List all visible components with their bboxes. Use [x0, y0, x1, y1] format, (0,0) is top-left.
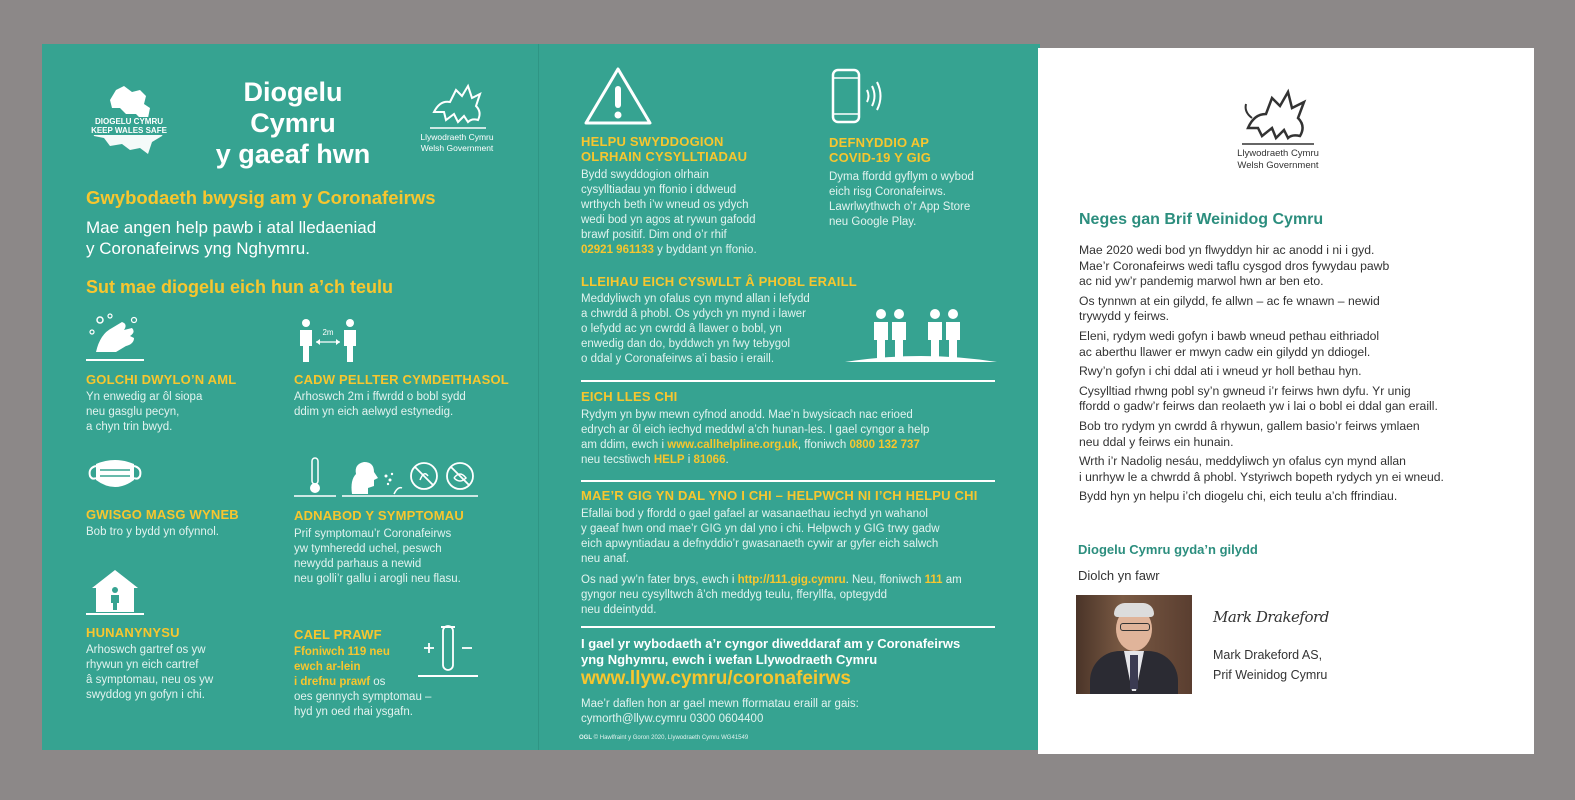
tracing-text — [581, 168, 757, 258]
app-title — [829, 135, 931, 165]
nhs-111-link[interactable]: http://111.gig.cymru — [737, 574, 846, 586]
leaflet-letter-panel — [1038, 48, 1534, 754]
text-line: Mae 2020 wedi bod yn flwyddyn hir ac anodd i ni i gyd. — [1079, 243, 1375, 257]
letter-heading: Neges gan Brif Weinidog Cymru — [1079, 211, 1324, 228]
tip-line: neu golli’r gallu i arogli neu flasu. — [294, 573, 461, 585]
contact-details: cymorth@llyw.cymru 0300 0604400 — [581, 713, 764, 725]
text-line: . Neu, ffoniwch — [845, 574, 925, 586]
intro-line: Mae angen help pawb i atal lledaeniad — [86, 218, 377, 237]
signoff-title: Prif Weinidog Cymru — [1213, 668, 1328, 682]
text-line: I gael yr wybodaeth a’r cyngor diweddaraf am y Coronafeirws — [581, 636, 961, 651]
tip-line: Arhoswch gartref os yw — [86, 644, 206, 656]
text-line: wedi bod yn agos at rywun gafodd — [581, 214, 756, 226]
intro-text — [86, 217, 376, 259]
text-line: o ddal y Coronafeirws a’i basio i eraill. — [581, 353, 775, 365]
text-line: neu tecstiwch — [581, 454, 654, 466]
sms-code: HELP — [653, 454, 685, 466]
tip-line: Bob tro y bydd yn ofynnol. — [86, 526, 219, 538]
text-line: Os nad yw’n fater brys, ewch i — [581, 574, 738, 586]
tip-line: swyddog yn gofyn i chi. — [86, 689, 205, 701]
tip-title: CADW PELLTER CYMDEITHASOL — [294, 372, 509, 387]
section-title-line: COVID-19 Y GIG — [829, 150, 932, 165]
app-text — [829, 170, 974, 230]
intro-line: y Coronafeirws yng Nghymru. — [86, 239, 310, 258]
gov-logo-line: Welsh Government — [1237, 160, 1319, 171]
nhs-text — [581, 507, 962, 618]
text-line: ac aberthu llawer er mwyn cadw ein gilydd yn ddiogel. — [1079, 344, 1371, 359]
text-line: Cysylltiad rhwng pobl sy’n gwneud i’r feirws hwn dyfu. Yr unig — [1079, 383, 1411, 398]
text-line: neu anaf. — [581, 553, 629, 565]
text-line: . — [725, 454, 729, 466]
text-line: a chwrdd â phobl. Os ydych yn mynd i lawer — [581, 308, 806, 320]
copyright-text: © Hawlfraint y Goron 2020, Llywodraeth Cymru WG41549 — [593, 735, 749, 741]
text-line: y byddant yn ffonio. — [653, 244, 757, 256]
portrait-photo — [1076, 595, 1192, 694]
phone-icon — [829, 68, 889, 126]
tip-line: â symptomau, neu os yw — [86, 674, 214, 686]
letter-paragraph — [1079, 329, 1444, 360]
keep-wales-safe-logo — [86, 84, 174, 156]
tip-line: a chyn trin bwyd. — [86, 421, 173, 433]
hand-washing-icon — [86, 312, 144, 362]
section-title-line: OLRHAIN CYSYLLTIADAU — [581, 149, 748, 164]
letter-paragraph — [1079, 294, 1444, 325]
text-line: eich apwyntiadau a defnyddio’r gwasanaeth cywir ar gyfer eich salwch — [581, 538, 939, 550]
tip-line-highlight: i drefnu prawf — [294, 676, 371, 688]
tip-title: HUNANYNYSU — [86, 625, 180, 640]
signoff — [1213, 645, 1327, 685]
tip-line: ddim yn eich aelwyd estynedig. — [294, 406, 454, 418]
text-line: Bydd hyn yn helpu i’ch diogelu chi, eich teulu a’ch ffrindiau. — [1079, 489, 1398, 504]
helpline-phone[interactable]: 0800 132 737 — [849, 439, 920, 451]
face-mask-icon — [86, 454, 144, 496]
text-line: wrthych beth i’w wneud os ydych — [581, 199, 749, 211]
text-line: y gaeaf hwn ond mae’r GIG yn dal yno i chi. Helpwch y GIG trwy gadw — [581, 523, 940, 535]
gov-logo-line: Llywodraeth Cymru — [1237, 148, 1319, 159]
tip-text — [86, 390, 202, 435]
text-line: Os tynnwn at ein gilydd, fe allwn – ac fe wnawn – newid — [1079, 293, 1380, 308]
contact-title: LLEIHAU EICH CYSWLLT Â PHOBL ERAILL — [581, 274, 857, 289]
text-line: eich risg Coronafeirws. — [829, 186, 946, 198]
letter-paragraph — [1079, 454, 1444, 485]
tip-title: ADNABOD Y SYMPTOMAU — [294, 508, 464, 523]
section-title-line: DEFNYDDIO AP — [829, 135, 930, 150]
text-line: neu Google Play. — [829, 216, 917, 228]
text-line: Wrth i’r Nadolig nesáu, meddyliwch yn ofalus cyn mynd allan — [1079, 454, 1406, 469]
divider — [581, 380, 995, 382]
copyright-footer — [579, 735, 748, 741]
text-line: cysylltiadau yn ffonio i ddweud — [581, 184, 737, 196]
tracing-title — [581, 134, 747, 164]
social-distancing-icon — [298, 318, 358, 364]
title-line: y gaeaf hwn — [215, 139, 371, 169]
text-line: ffordd o gadw’r feirws dan reolaeth yw i lai o bobl ei ddal gan eraill. — [1079, 399, 1438, 414]
tracing-phone[interactable]: 02921 961133 — [581, 244, 654, 256]
tip-line: rhywun yn eich cartref — [86, 659, 199, 671]
letter-paragraph — [1079, 489, 1444, 505]
text-line: i — [684, 454, 694, 466]
main-heading: Gwybodaeth bwysig am y Coronafeirws — [86, 187, 436, 208]
divider — [581, 626, 995, 628]
text-line: Rydym yn byw mewn cyfnod anodd. Mae’n bwysicach nac erioed — [581, 409, 913, 421]
tip-line-highlight: ewch ar-lein — [294, 661, 361, 673]
tip-text — [294, 527, 461, 587]
text-line: yng Nghymru, ewch i wefan Llywodraeth Cymru — [581, 652, 878, 667]
wellbeing-title: EICH LLES CHI — [581, 389, 678, 404]
contact-text — [581, 292, 810, 367]
text-line: i unrhyw le a chwrdd â phobl. Ystyriwch bopeth rydych yn ei wneud. — [1079, 469, 1444, 484]
tip-title: CAEL PRAWF — [294, 627, 382, 642]
test-tube-icon — [418, 624, 478, 678]
welsh-government-logo — [1228, 88, 1328, 172]
title-line: Diogelu — [243, 77, 343, 107]
formats-text — [581, 697, 859, 727]
house-icon — [86, 566, 144, 616]
symptoms-icon — [294, 456, 478, 498]
wellbeing-text — [581, 408, 929, 468]
tip-line: newydd parhaus a newid — [294, 558, 422, 570]
tip-line: Arhoswch 2m i ffwrdd o bobl sydd — [294, 391, 466, 403]
tip-line: Yn enwedig ar ôl siopa — [86, 391, 203, 403]
leaflet-info-panel — [538, 44, 1040, 750]
nhs-111-number[interactable]: 111 — [924, 574, 943, 586]
leaflet-front-panel — [42, 44, 538, 750]
text-line: gyngor neu cysylltwch â’ch meddyg teulu, fferyllfa, optegydd — [581, 589, 887, 601]
closing-heading: Diogelu Cymru gyda’n gilydd — [1078, 542, 1258, 557]
tip-text — [294, 390, 466, 420]
text-line: Lawrlwythwch o’r App Store — [829, 201, 971, 213]
ogl-logo: OGL — [579, 735, 592, 741]
text-line: Eleni, rydym wedi gofyn i bawb wneud pethau eithriadol — [1079, 328, 1380, 343]
tip-line: Prif symptomau’r Coronafeirws — [294, 528, 452, 540]
tip-title: GWISGO MASG WYNEB — [86, 507, 239, 522]
page-title — [198, 77, 388, 170]
gov-logo-line: Welsh Government — [420, 143, 494, 153]
text-line: am ddim, ewch i — [581, 439, 668, 451]
signoff-name: Mark Drakeford AS, — [1213, 648, 1323, 662]
tip-text — [86, 525, 219, 540]
latest-info — [581, 636, 960, 668]
tip-title: GOLCHI DWYLO’N AML — [86, 372, 237, 387]
text-line: Bydd swyddogion olrhain — [581, 169, 709, 181]
tip-line: neu gasglu pecyn, — [86, 406, 180, 418]
tip-line: hyd yn oed rhai ysgafn. — [294, 706, 413, 718]
sms-number[interactable]: 81066 — [693, 454, 726, 466]
letter-paragraph — [1079, 243, 1444, 290]
tip-text — [294, 645, 431, 720]
text-line: edrych ar ôl eich iechyd meddwl a’ch hunan-les. I gael cyngor a help — [581, 424, 930, 436]
gov-website-link[interactable]: www.llyw.cymru/coronafeirws — [581, 668, 851, 689]
title-line: Cymru — [250, 108, 336, 138]
text-line: Rwy’n gofyn i chi ddal ati i wneud yr holl bethau hyn. — [1079, 364, 1362, 379]
helpline-link[interactable]: www.callhelpline.org.uk — [667, 439, 798, 451]
divider — [581, 480, 995, 482]
tip-line: os — [370, 676, 386, 688]
text-line: Bob tro rydym yn cwrdd â rhywun, gallem basio’r feirws ymlaen — [1079, 418, 1420, 433]
section-title-line: HELPU SWYDDOGION — [581, 134, 724, 149]
sub-heading: Sut mae diogelu eich hun a’ch teulu — [86, 277, 394, 297]
letter-paragraph — [1079, 384, 1444, 415]
text-line: Dyma ffordd gyflym o wybod — [829, 171, 974, 183]
letter-paragraph — [1079, 419, 1444, 450]
text-line: Efallai bod y ffordd o gael gafael ar wasanaethau iechyd yn wahanol — [581, 508, 928, 520]
letter-body — [1079, 243, 1444, 505]
tip-line: oes gennych symptomau – — [294, 691, 432, 703]
welsh-government-logo — [414, 82, 500, 154]
text-line: enwedig dan do, byddwch yn fwy tebygol — [581, 338, 791, 350]
text-line: ac nid yw’r pandemig marwol hwn ar ben eto. — [1079, 274, 1324, 289]
dragon-icon — [1238, 88, 1318, 146]
text-line: Meddyliwch yn ofalus cyn mynd allan i lefydd — [581, 293, 810, 305]
distance-label: 2m — [322, 328, 334, 337]
text-line: o lefydd ac yn cwrdd â llawer o bobl, yn — [581, 323, 782, 335]
text-line: , ffoniwch — [797, 439, 850, 451]
text-line: brawf positif. Dim ond o’r rhif — [581, 229, 727, 241]
text-line: trywydd y feirws. — [1079, 309, 1170, 324]
tip-line-highlight: Ffoniwch 119 neu — [294, 646, 390, 658]
thanks-text: Diolch yn fawr — [1078, 568, 1160, 583]
letter-paragraph — [1079, 364, 1444, 380]
keep-wales-safe-text: DIOGELU CYMRU KEEP WALES SAFE — [91, 117, 167, 135]
text-line: Mae’r Coronafeirws wedi taflu cysgod dros fywydau pawb — [1079, 258, 1390, 273]
text-line: am — [942, 574, 962, 586]
tip-line: yw tymheredd uchel, peswch — [294, 543, 442, 555]
warning-icon — [583, 66, 653, 126]
text-line: neu ddeintydd. — [581, 604, 657, 616]
text-line: Mae’r daflen hon ar gael mewn fformatau eraill ar gais: — [581, 698, 859, 710]
signature: Mark Drakeford — [1213, 608, 1329, 626]
gov-logo-line: Llywodraeth Cymru — [420, 132, 494, 142]
text-line: neu ddal y feirws ein hunain. — [1079, 434, 1234, 449]
nhs-title: MAE’R GIG YN DAL YNO I CHI – HELPWCH NI I’CH HELPU CHI — [581, 488, 978, 503]
dragon-icon — [428, 82, 488, 130]
group-of-people-icon — [845, 306, 997, 366]
tip-text — [86, 643, 213, 703]
